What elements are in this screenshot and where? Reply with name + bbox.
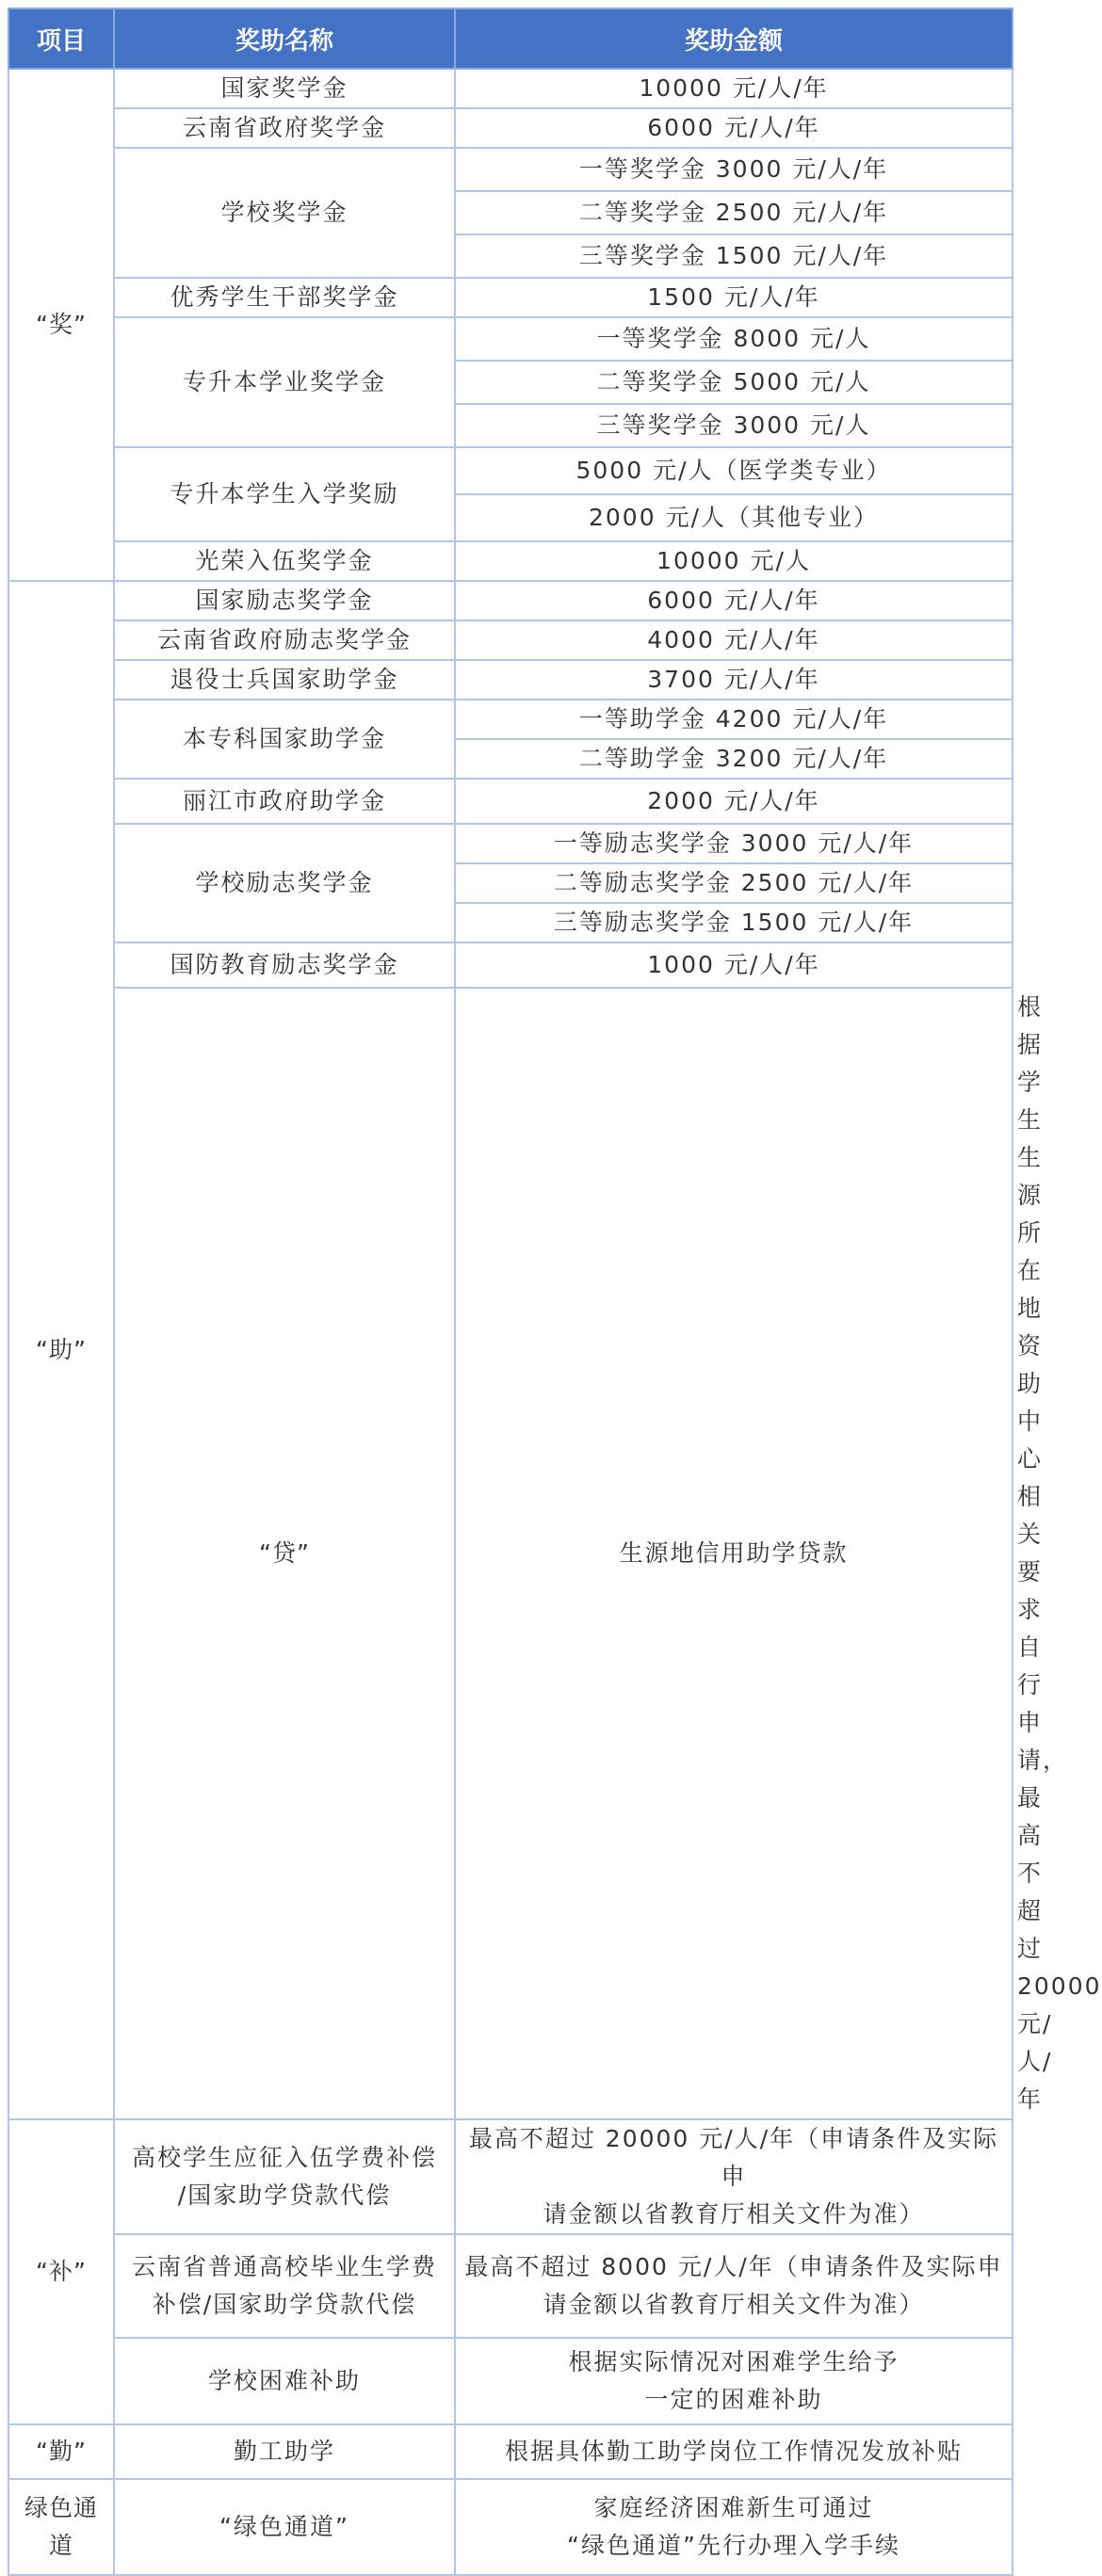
table-row	[8, 2338, 1013, 2424]
header-aid-name: 奖助名称	[114, 8, 455, 69]
table-row	[8, 779, 1013, 824]
table-row	[8, 148, 1013, 191]
table-row	[8, 2119, 1013, 2234]
aid-name: 国防教育励志奖学金	[114, 942, 455, 988]
aid-name	[114, 2234, 455, 2338]
aid-amount: 一等奖学金 3000 元/人/年	[455, 148, 1013, 191]
aid-name: 勤工助学	[114, 2424, 455, 2479]
aid-name: 本专科国家助学金	[114, 700, 455, 779]
table-row	[8, 2234, 1013, 2338]
table-row	[8, 2424, 1013, 2479]
header-aid-amount: 奖助金额	[455, 8, 1013, 69]
aid-name	[114, 2119, 455, 2234]
table-row	[8, 581, 1013, 620]
header-row	[8, 8, 1013, 69]
aid-amount: 二等助学金 3200 元/人/年	[455, 739, 1013, 779]
aid-name: 国家励志奖学金	[114, 581, 455, 620]
aid-amount: 4000 元/人/年	[455, 620, 1013, 660]
aid-amount: 1500 元/人/年	[455, 278, 1013, 317]
table-row	[8, 541, 1013, 581]
aid-amount-line: 一定的困难补助	[644, 2386, 823, 2413]
aid-name: 学校困难补助	[114, 2338, 455, 2424]
aid-amount-line: 最高不超过 8000 元/人/年（申请条件及实际申	[464, 2253, 1003, 2280]
aid-amount	[455, 2338, 1013, 2424]
aid-amount: 6000 元/人/年	[455, 108, 1013, 148]
aid-amount: 2000 元/人/年	[455, 779, 1013, 824]
aid-amount: 二等奖学金 5000 元/人	[455, 361, 1013, 404]
aid-name-line: 云南省普通高校毕业生学费	[131, 2253, 437, 2280]
aid-amount: 三等奖学金 1500 元/人/年	[455, 234, 1013, 278]
aid-amount: 二等奖学金 2500 元/人/年	[455, 191, 1013, 234]
table-row	[8, 942, 1013, 988]
aid-amount	[455, 2119, 1013, 2234]
aid-name: 专升本学生入学奖励	[114, 447, 455, 541]
aid-amount: 三等奖学金 3000 元/人	[455, 404, 1013, 447]
category-cell: “勤”	[8, 2424, 114, 2479]
aid-amount-line: 请金额以省教育厅相关文件为准）	[543, 2291, 925, 2318]
aid-name: 专升本学业奖学金	[114, 317, 455, 447]
aid-amount: 10000 元/人	[455, 541, 1013, 581]
aid-name: 学校奖学金	[114, 148, 455, 278]
table-row	[8, 317, 1013, 361]
aid-name: 云南省政府励志奖学金	[114, 620, 455, 660]
category-cell: “奖”	[8, 69, 114, 581]
aid-amount: 一等助学金 4200 元/人/年	[455, 700, 1013, 739]
aid-amount: 3700 元/人/年	[455, 660, 1013, 700]
aid-amount-line: 最高不超过 20000 元/人/年（申请条件及实际申	[468, 2125, 999, 2190]
aid-name: “绿色通道”	[114, 2479, 455, 2575]
table-row	[8, 108, 1013, 148]
category-cell: “贷”	[114, 988, 455, 2119]
aid-amount: 二等励志奖学金 2500 元/人/年	[455, 863, 1013, 903]
aid-amount	[455, 2234, 1013, 2338]
table-row	[8, 700, 1013, 739]
aid-amount-line: 家庭经济困难新生可通过	[593, 2494, 874, 2521]
aid-amount: 一等励志奖学金 3000 元/人/年	[455, 824, 1013, 863]
aid-amount: 2000 元/人（其他专业）	[455, 494, 1013, 541]
aid-name-line: 高校学生应征入伍学费补偿	[131, 2144, 437, 2171]
table-row	[8, 447, 1013, 494]
category-cell: “助”	[8, 581, 114, 2119]
aid-amount: 5000 元/人（医学类专业）	[455, 447, 1013, 494]
financial-aid-table	[8, 8, 1102, 2576]
aid-name: 学校励志奖学金	[114, 824, 455, 942]
aid-amount: 6000 元/人/年	[455, 581, 1013, 620]
table-row: “贷” 生源地信用助学贷款 根据学生生源所在地资助中心相关要求自行申 请，最高不超过 20000 元/人/年	[8, 988, 1013, 2119]
aid-amount	[455, 2479, 1013, 2575]
aid-amount: 1000 元/人/年	[455, 942, 1013, 988]
aid-amount-line: “绿色通道”先行办理入学手续	[567, 2532, 900, 2559]
table-row	[8, 824, 1013, 863]
aid-name: 退役士兵国家助学金	[114, 660, 455, 700]
category-cell: “补”	[8, 2119, 114, 2424]
aid-amount-line: 根据实际情况对困难学生给予	[568, 2348, 899, 2375]
aid-name-line: /国家助学贷款代偿	[177, 2182, 392, 2209]
aid-name: 光荣入伍奖学金	[114, 541, 455, 581]
aid-name: 国家奖学金	[114, 69, 455, 108]
table-row	[8, 69, 1013, 108]
table-row	[8, 278, 1013, 317]
aid-name: 优秀学生干部奖学金	[114, 278, 455, 317]
aid-amount: 一等奖学金 8000 元/人	[455, 317, 1013, 361]
aid-amount: 10000 元/人/年	[455, 69, 1013, 108]
category-cell: 绿色通道	[8, 2479, 114, 2575]
table-row	[8, 660, 1013, 700]
table-row	[8, 2479, 1013, 2575]
aid-name: 生源地信用助学贷款	[455, 988, 1013, 2119]
aid-name: 云南省政府奖学金	[114, 108, 455, 148]
aid-amount: 根据具体勤工助学岗位工作情况发放补贴	[455, 2424, 1013, 2479]
aid-name-line: 补偿/国家助学贷款代偿	[152, 2291, 417, 2318]
aid-amount: 三等励志奖学金 1500 元/人/年	[455, 903, 1013, 942]
aid-name: 丽江市政府助学金	[114, 779, 455, 824]
aid-amount-line: 请金额以省教育厅相关文件为准）	[543, 2200, 925, 2228]
table-row	[8, 620, 1013, 660]
header-category: 项目	[8, 8, 114, 69]
